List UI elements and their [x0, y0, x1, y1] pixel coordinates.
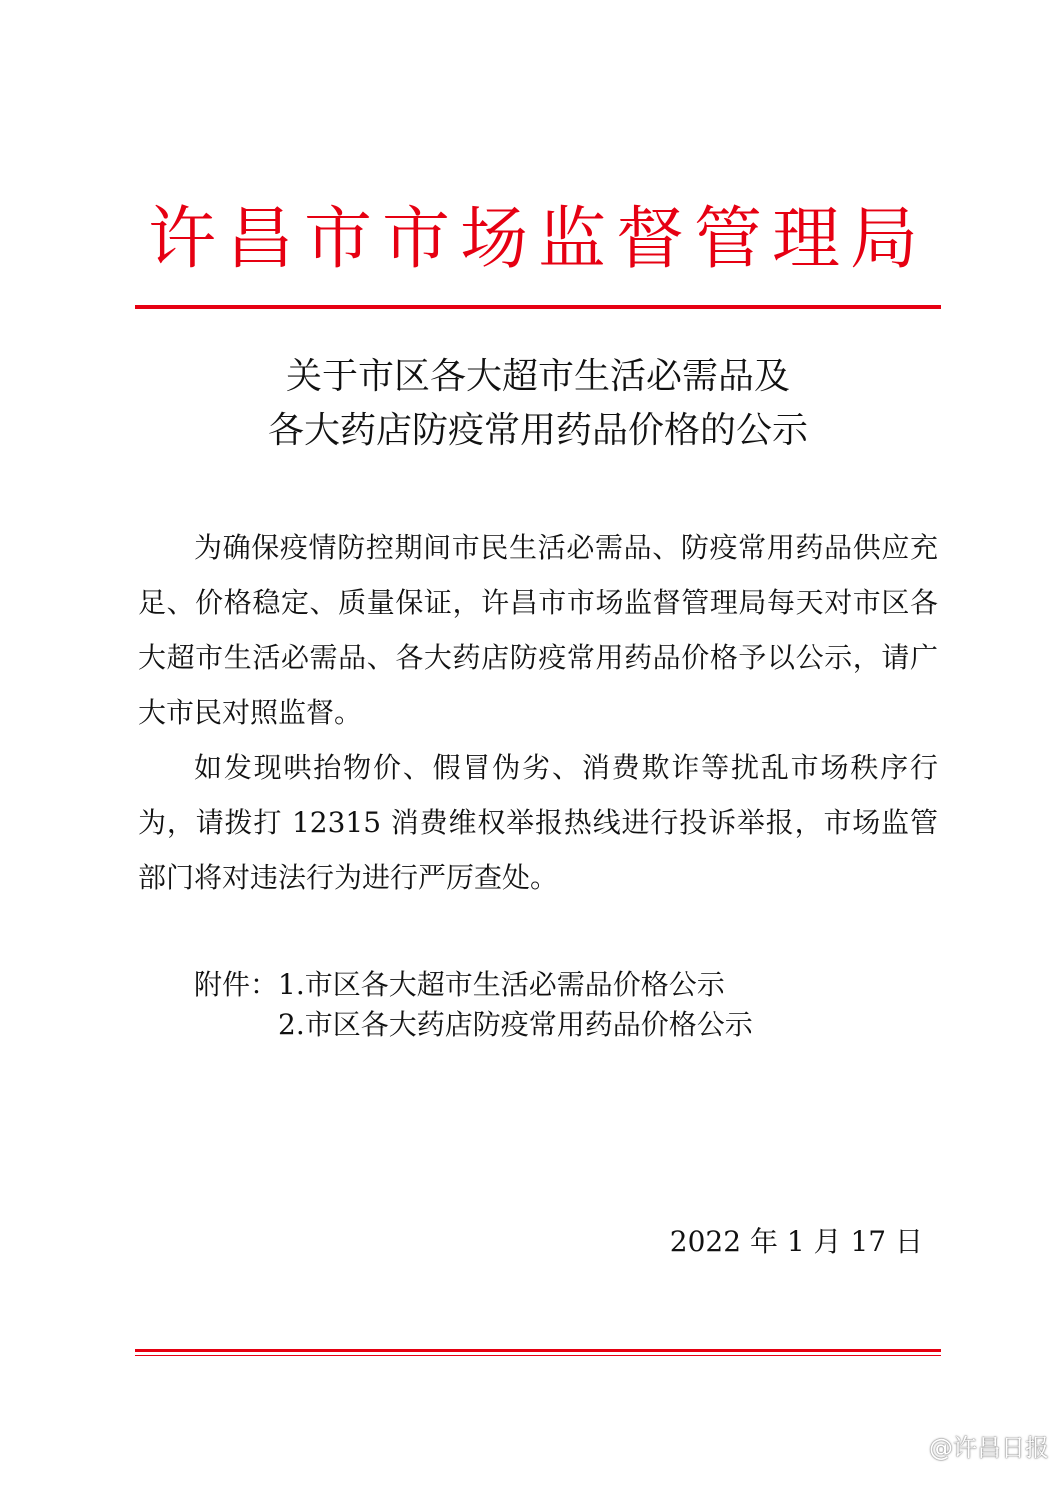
body-paragraph-1: 为确保疫情防控期间市民生活必需品、防疫常用药品供应充足、价格稳定、质量保证，许昌市市场监督管理局每天对市区各大超市生活必需品、各大药店防疫常用药品价格予以公示，请广大市民对照监督。	[138, 531, 938, 729]
document-title	[135, 350, 941, 458]
attachment-item-1: 1.市区各大超市生活必需品价格公示	[278, 968, 725, 1001]
header-red-rule	[135, 305, 941, 309]
watermark-text: @许昌日报	[929, 1433, 1049, 1462]
footer-red-rule-thick	[135, 1349, 941, 1352]
document-title-line-2: 各大药店防疫常用药品价格的公示	[267, 410, 808, 451]
body-paragraph-2: 如发现哄抬物价、假冒伪劣、消费欺诈等扰乱市场秩序行为，请拨打 12315 消费维权举报热线进行投诉举报，市场监管部门将对违法行为进行严厉查处。	[138, 751, 938, 894]
footer-red-rule-thin	[135, 1355, 941, 1356]
attachment-row	[194, 965, 894, 1005]
document-title-line-1: 关于市区各大超市生活必需品及	[285, 356, 790, 397]
document-date: 2022 年 1 月 17 日	[669, 1225, 923, 1258]
attachments-list	[194, 965, 894, 1045]
document-body	[138, 520, 938, 905]
agency-title: 许昌市市场监督管理局	[147, 200, 928, 279]
attachment-item-2: 2.市区各大药店防疫常用药品价格公示	[278, 1008, 753, 1041]
weibo-icon	[885, 1427, 923, 1463]
attachments-label: 附件：	[194, 968, 279, 1001]
watermark	[885, 1427, 1049, 1463]
attachment-row	[194, 1005, 894, 1045]
